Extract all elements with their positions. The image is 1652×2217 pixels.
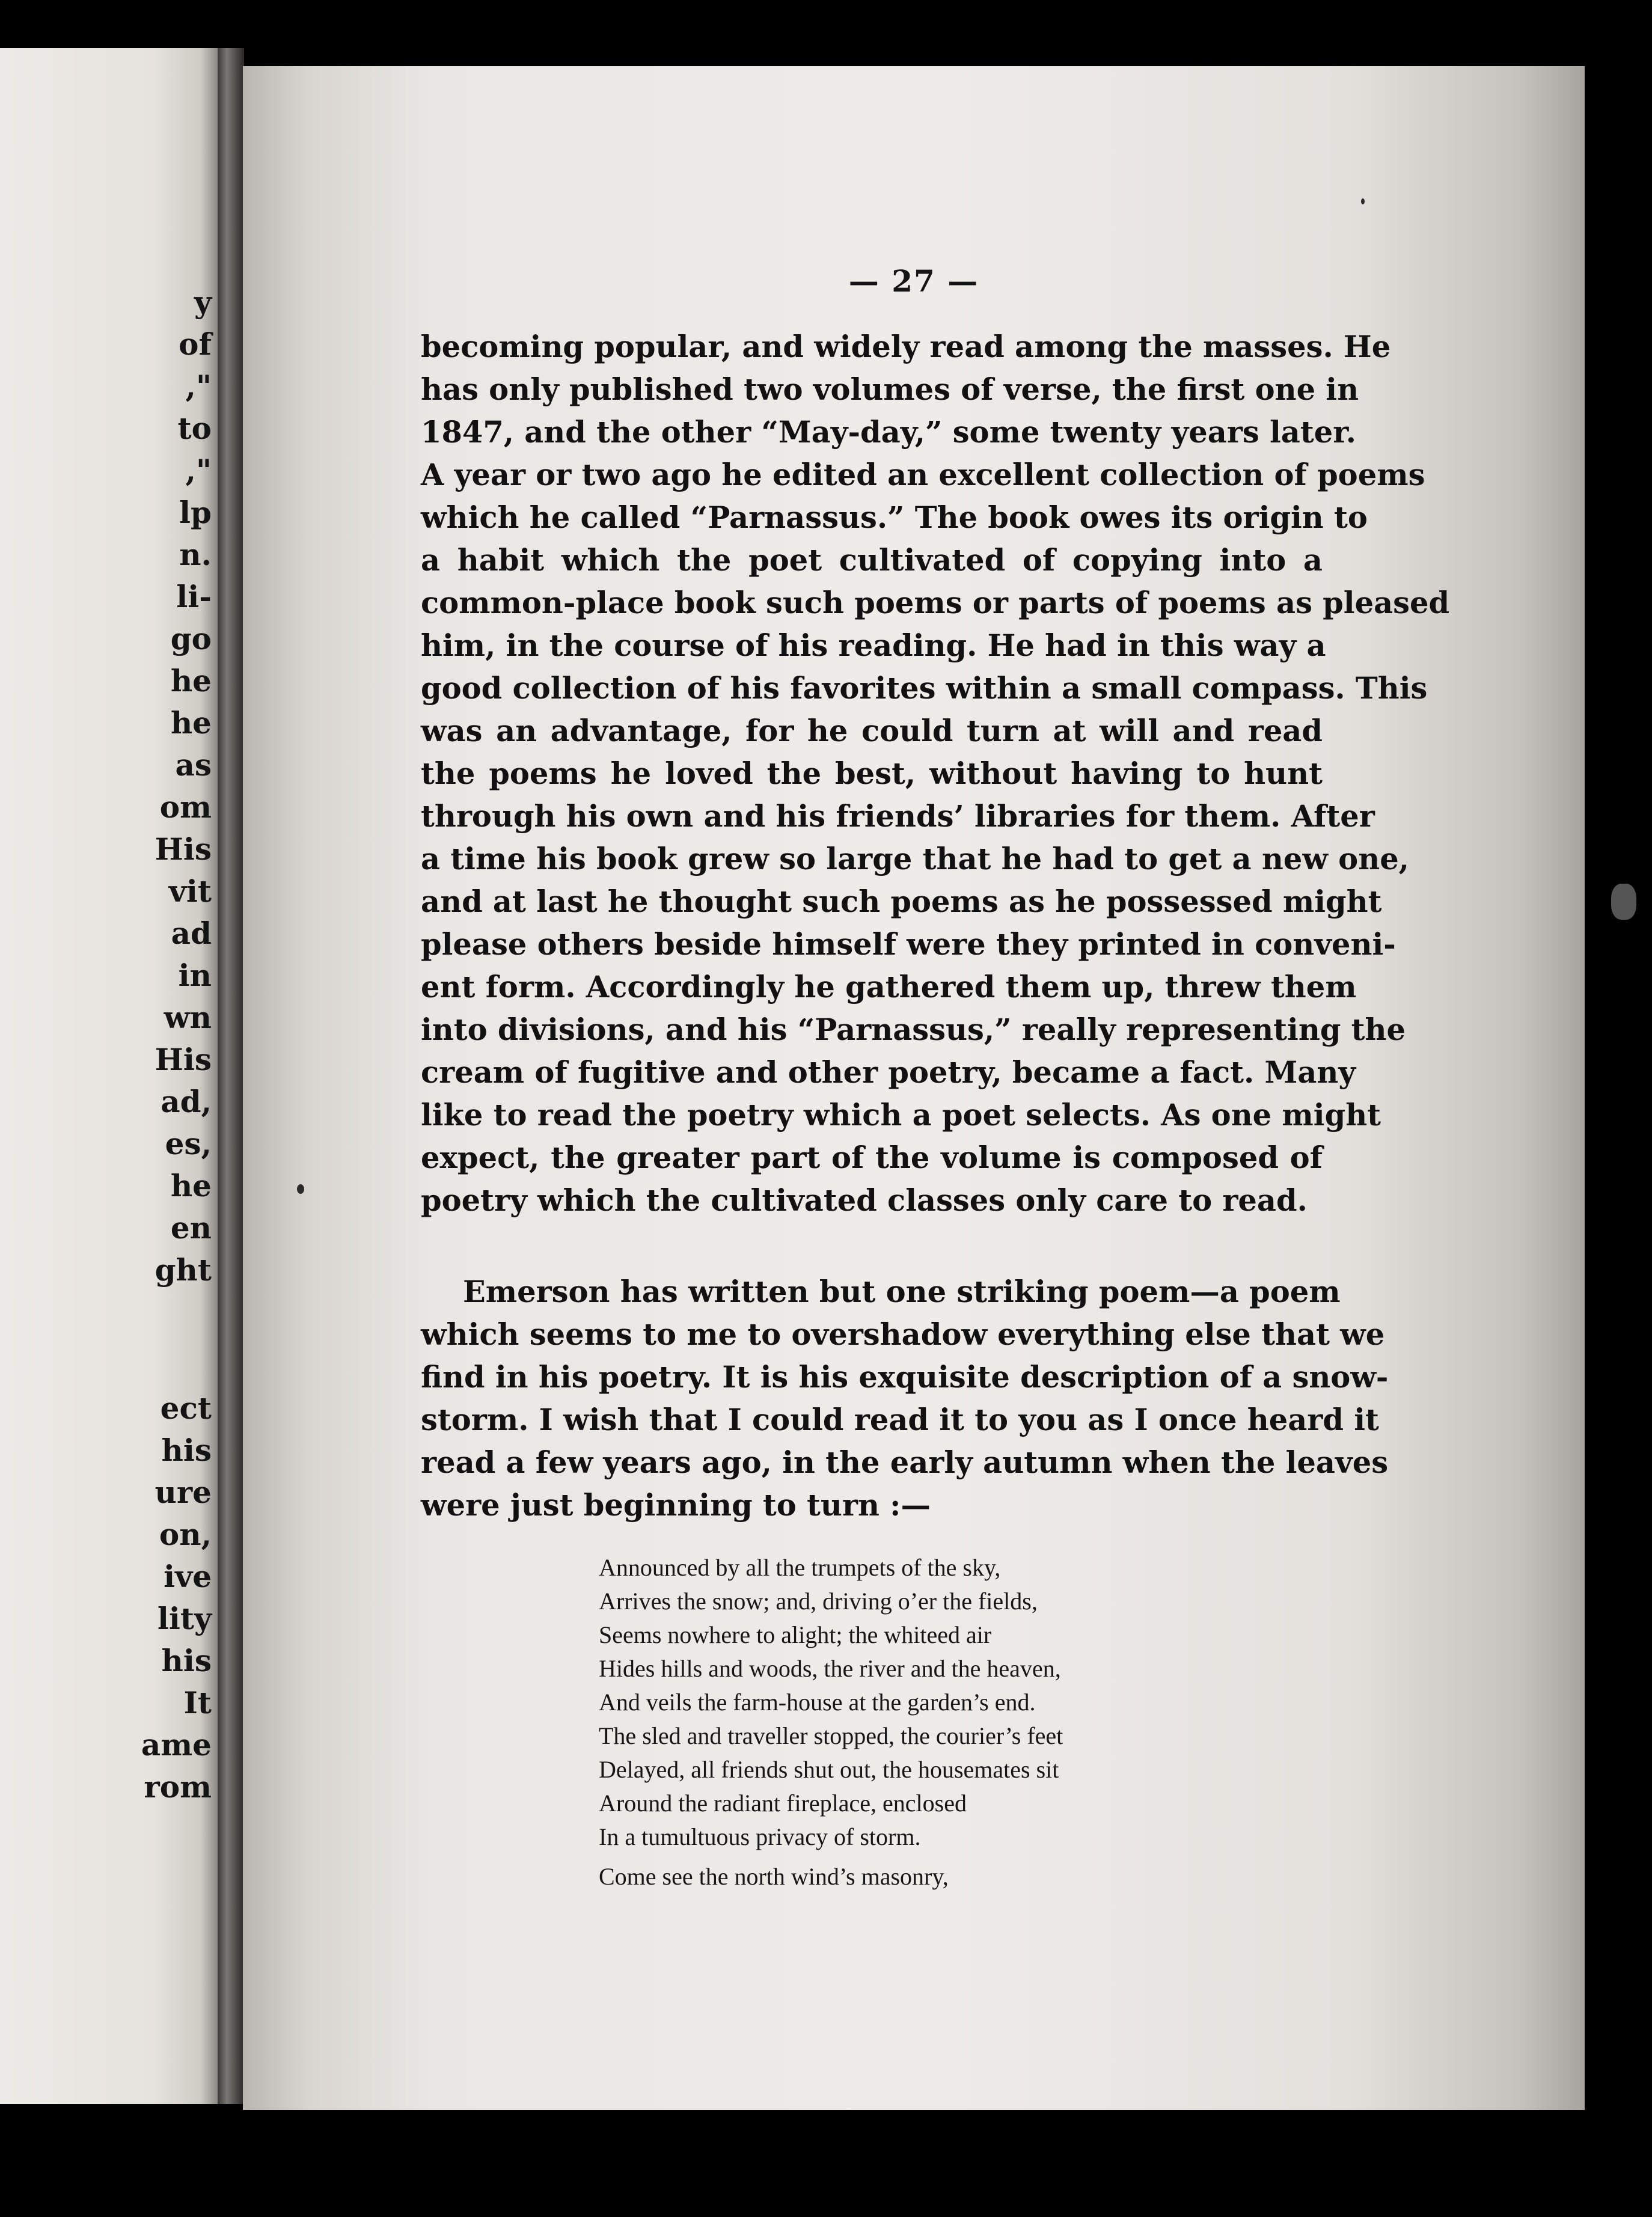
text-line: which he called “Parnassus.” The book owes its origin to bbox=[421, 500, 1368, 535]
left-page-fragment: he bbox=[170, 1168, 212, 1203]
left-page-fragment: n. bbox=[179, 537, 212, 572]
text-line: please others beside himself were they printed in conveni- bbox=[421, 927, 1396, 962]
left-page-fragment: His bbox=[154, 1042, 212, 1077]
poem-line: Around the radiant fireplace, enclosed bbox=[599, 1790, 967, 1817]
text-line: him, in the course of his reading. He had in this way a bbox=[421, 628, 1326, 663]
left-page-fragment: he bbox=[170, 663, 212, 699]
left-page bbox=[0, 48, 218, 2104]
left-page-fragment: as bbox=[175, 747, 212, 783]
poem-line: Come see the north wind’s masonry, bbox=[599, 1863, 949, 1890]
left-page-fragment: es, bbox=[165, 1126, 212, 1161]
left-page-fragment: to bbox=[177, 411, 212, 446]
poem-line: The sled and traveller stopped, the courier’s feet bbox=[599, 1722, 1063, 1749]
text-line: find in his poetry. It is his exquisite description of a snow- bbox=[421, 1360, 1389, 1395]
text-line: the poems he loved the best, without having to hunt bbox=[421, 756, 1323, 791]
text-line: and at last he thought such poems as he possessed might bbox=[421, 884, 1382, 919]
poem-line: Arrives the snow; and, driving o’er the fields, bbox=[599, 1588, 1038, 1615]
text-line: into divisions, and his “Parnassus,” really representing the bbox=[421, 1012, 1406, 1047]
left-page-fragment: ect bbox=[160, 1390, 212, 1426]
text-line: was an advantage, for he could turn at will and read bbox=[421, 714, 1323, 748]
poem-line: Hides hills and woods, the river and the heaven, bbox=[599, 1655, 1061, 1682]
left-page-fragment: on, bbox=[159, 1517, 212, 1552]
poem-line: And veils the farm-house at the garden’s end. bbox=[599, 1689, 1036, 1716]
left-page-fragment: ive bbox=[164, 1559, 212, 1594]
text-line: through his own and his friends’ libraries for them. After bbox=[421, 799, 1375, 834]
left-page-fragment: ," bbox=[185, 368, 212, 404]
text-line: Emerson has written but one striking poem—a poem bbox=[463, 1274, 1341, 1309]
text-line: poetry which the cultivated classes only care to read. bbox=[421, 1183, 1308, 1218]
text-line: like to read the poetry which a poet selects. As one might bbox=[421, 1098, 1381, 1133]
left-page-fragment: lp bbox=[179, 495, 212, 530]
text-line: has only published two volumes of verse, the first one in bbox=[421, 372, 1359, 407]
text-line: ent form. Accordingly he gathered them up, threw them bbox=[421, 970, 1357, 1005]
left-page-fragment: his bbox=[161, 1433, 212, 1468]
left-page-fragment: ad bbox=[171, 916, 212, 951]
text-line: storm. I wish that I could read it to you as I once heard it bbox=[421, 1402, 1379, 1437]
left-page-fragment: wn bbox=[164, 1000, 212, 1035]
poem-quotation bbox=[599, 1551, 1320, 1894]
paragraph-1 bbox=[421, 326, 1450, 1222]
left-page-fragment: His bbox=[154, 831, 212, 867]
left-page-fragment: It bbox=[183, 1685, 212, 1720]
book-gutter bbox=[218, 48, 244, 2104]
left-page-fragment: ght bbox=[154, 1252, 212, 1288]
text-line: 1847, and the other “May-day,” some twenty years later. bbox=[421, 415, 1357, 450]
left-page-fragment: li- bbox=[176, 579, 212, 614]
page-number: — 27 — bbox=[848, 263, 979, 299]
text-line: becoming popular, and widely read among the masses. He bbox=[421, 329, 1391, 364]
poem-line: Delayed, all friends shut out, the housemates sit bbox=[599, 1756, 1059, 1783]
left-page-fragment: y bbox=[194, 284, 212, 320]
left-page-fragment: his bbox=[161, 1643, 212, 1678]
paragraph-2 bbox=[421, 1271, 1389, 1527]
text-line: read a few years ago, in the early autumn when the leaves bbox=[421, 1445, 1389, 1480]
right-page bbox=[243, 66, 1585, 2110]
left-page-fragment: he bbox=[170, 705, 212, 741]
left-page-text-fragments bbox=[0, 48, 218, 2104]
print-speck bbox=[1611, 884, 1636, 920]
left-page-fragment: of bbox=[179, 326, 212, 362]
left-page-fragment: vit bbox=[168, 873, 212, 909]
text-line: cream of fugitive and other poetry, became a fact. Many bbox=[421, 1055, 1356, 1090]
left-page-fragment: ad, bbox=[161, 1084, 212, 1119]
left-page-fragment: en bbox=[170, 1210, 212, 1246]
print-speck bbox=[1361, 198, 1365, 204]
text-line: expect, the greater part of the volume is composed of bbox=[421, 1140, 1323, 1175]
text-line: A year or two ago he edited an excellent collection of poems bbox=[421, 457, 1425, 492]
left-page-fragment: rom bbox=[144, 1769, 212, 1805]
text-line: were just beginning to turn :— bbox=[421, 1488, 931, 1523]
poem-line: In a tumultuous privacy of storm. bbox=[599, 1823, 921, 1850]
text-line: a time his book grew so large that he had to get a new one, bbox=[421, 842, 1409, 876]
left-page-fragment: ," bbox=[185, 453, 212, 488]
left-page-fragment: ure bbox=[154, 1475, 212, 1510]
poem-line: Seems nowhere to alight; the whiteed air bbox=[599, 1621, 992, 1648]
text-line: common-place book such poems or parts of poems as pleased bbox=[421, 586, 1450, 620]
poem-line: Announced by all the trumpets of the sky, bbox=[599, 1554, 1001, 1581]
left-page-fragment: lity bbox=[157, 1601, 212, 1636]
left-page-fragment: go bbox=[170, 621, 212, 656]
text-line: which seems to me to overshadow everything else that we bbox=[421, 1317, 1385, 1352]
left-page-fragment: in bbox=[178, 958, 212, 993]
left-page-fragment: ame bbox=[141, 1727, 212, 1763]
left-page-fragment: om bbox=[159, 789, 212, 825]
text-line: good collection of his favorites within a small compass. This bbox=[421, 671, 1428, 706]
text-line: a habit which the poet cultivated of copying into a bbox=[421, 543, 1323, 578]
print-speck bbox=[297, 1184, 304, 1194]
